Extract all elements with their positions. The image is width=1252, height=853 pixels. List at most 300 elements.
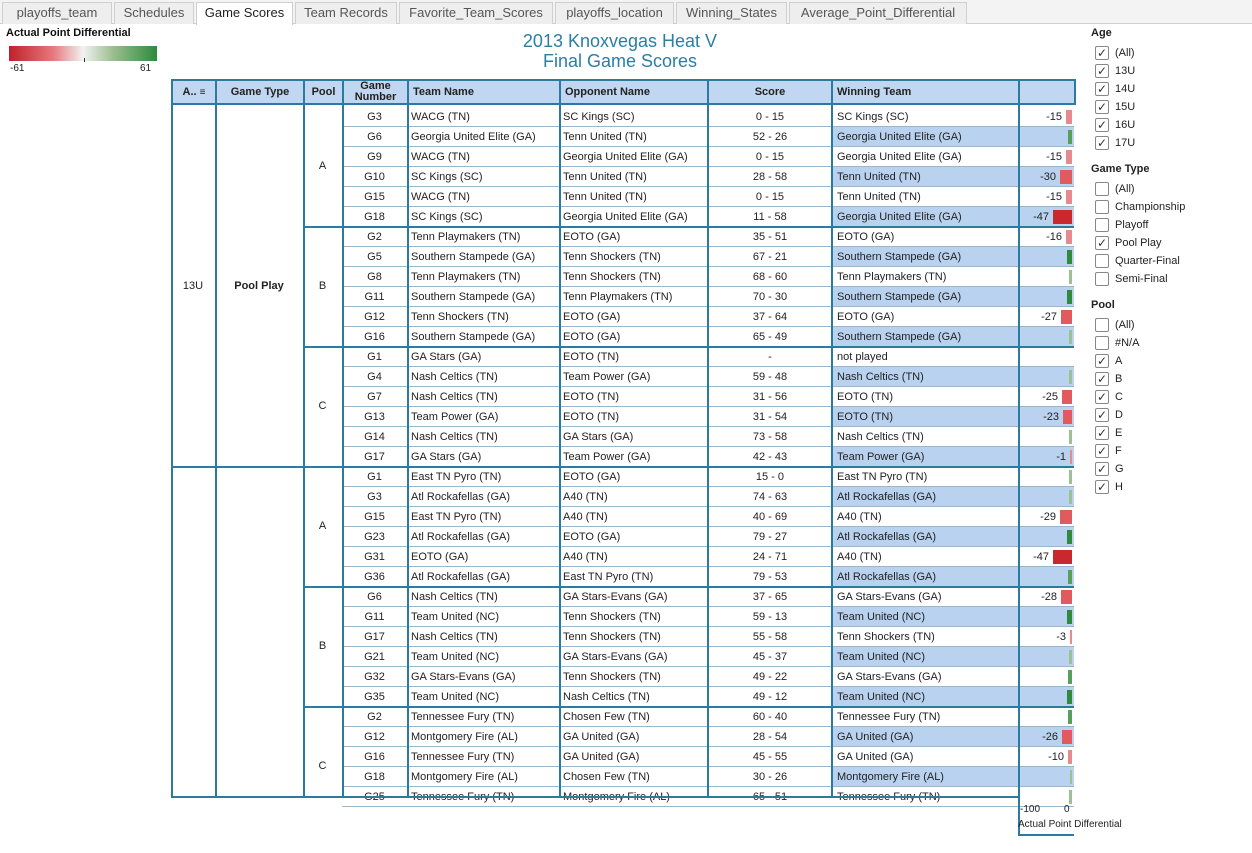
winning-team: A40 (TN) (837, 511, 882, 523)
score: 45 - 37 (752, 651, 788, 663)
team-name: Nash Celtics (TN) (411, 371, 498, 383)
point-differential-bar (1067, 290, 1072, 304)
sort-icon[interactable]: ≡ (199, 86, 206, 98)
legend-max-label: 61 (140, 63, 152, 74)
team-name: Montgomery Fire (AL) (411, 731, 518, 743)
score: 24 - 71 (752, 551, 788, 563)
point-differential-label: -30 (1040, 171, 1056, 183)
checkbox[interactable]: ✓ (1096, 390, 1108, 404)
filter-option[interactable] (1095, 443, 1122, 459)
filter-option-label: Semi-Final (1115, 273, 1168, 285)
winning-team: EOTO (TN) (833, 407, 1018, 427)
winning-team: Nash Celtics (TN) (837, 431, 924, 443)
table-bottom-border (171, 796, 1020, 798)
column-divider (559, 105, 561, 798)
filter-option[interactable] (1095, 199, 1185, 215)
point-differential-cell (1020, 727, 1074, 747)
filter-option[interactable] (1095, 425, 1122, 441)
column-divider (707, 105, 709, 798)
table-row (171, 447, 1074, 467)
opponent-name: EOTO (GA) (563, 331, 621, 343)
filter-option[interactable] (1095, 181, 1135, 197)
score: 0 - 15 (755, 151, 785, 163)
point-differential-bar (1070, 450, 1072, 464)
filter-option-label: F (1115, 445, 1122, 457)
game-number: G12 (364, 311, 385, 323)
point-differential-cell (1020, 567, 1074, 587)
score: 60 - 40 (752, 711, 788, 723)
point-differential-cell (1020, 487, 1074, 507)
winning-team: GA Stars-Evans (GA) (837, 671, 942, 683)
filter-option[interactable] (1095, 99, 1135, 115)
header-team-name[interactable]: Team Name (407, 79, 561, 105)
point-differential-cell (1020, 107, 1074, 127)
table-row (171, 187, 1074, 207)
checkbox[interactable]: ✓ (1096, 372, 1108, 386)
checkbox[interactable]: ✓ (1096, 444, 1108, 458)
checkbox[interactable]: ✓ (1096, 236, 1108, 250)
column-divider (831, 105, 833, 798)
filter-option[interactable] (1095, 217, 1148, 233)
page-title (420, 31, 820, 71)
tab-game-scores[interactable]: Game Scores (196, 2, 293, 25)
opponent-name: EOTO (GA) (563, 311, 621, 323)
bar-column-left (1018, 79, 1020, 798)
filter-option-label: Playoff (1115, 219, 1149, 231)
opponent-name: EOTO (GA) (563, 471, 621, 483)
game-number: G2 (367, 231, 382, 243)
point-differential-label: -3 (1056, 631, 1066, 643)
point-differential-bar (1068, 670, 1072, 684)
team-name: Montgomery Fire (AL) (411, 771, 518, 783)
winning-team: Southern Stampede (GA) (833, 247, 1018, 267)
game-number: G3 (367, 491, 382, 503)
filter-option-label: (All) (1115, 183, 1135, 195)
table-row (171, 667, 1074, 687)
score: 15 - 0 (755, 471, 785, 483)
opponent-name: Nash Celtics (TN) (563, 691, 650, 703)
winning-team: GA United (GA) (833, 727, 1018, 747)
filter-option[interactable] (1095, 117, 1135, 133)
point-differential-label: -10 (1048, 751, 1064, 763)
point-differential-cell (1020, 247, 1074, 267)
score: 59 - 13 (752, 611, 788, 623)
winning-team: Atl Rockafellas (GA) (833, 487, 1018, 507)
filter-option-label: A (1115, 355, 1123, 367)
header-winning-team[interactable]: Winning Team (831, 79, 1020, 105)
point-differential-bar (1067, 250, 1072, 264)
header-game-type[interactable]: Game Type (215, 79, 305, 105)
game-number: G7 (367, 391, 382, 403)
team-name: WACG (TN) (411, 151, 470, 163)
game-number: G32 (364, 671, 385, 683)
team-name: Atl Rockafellas (GA) (411, 491, 511, 503)
point-differential-bar (1068, 750, 1072, 764)
table-row (171, 467, 1074, 487)
tab-average-point-differential[interactable]: Average_Point_Differential (789, 2, 967, 24)
point-differential-bar (1069, 330, 1072, 344)
filter-option[interactable] (1095, 335, 1139, 351)
filter-option[interactable] (1095, 253, 1180, 269)
score: 42 - 43 (752, 451, 788, 463)
checkbox[interactable] (1095, 336, 1109, 350)
tab-playoffs-location[interactable]: playoffs_location (555, 2, 674, 24)
score: 59 - 48 (752, 371, 788, 383)
filter-option[interactable] (1095, 235, 1161, 251)
opponent-name: Tenn Shockers (TN) (563, 611, 661, 623)
legend-title: Actual Point Differential (6, 27, 131, 39)
winning-team: Georgia United Elite (GA) (837, 151, 962, 163)
point-differential-label: -23 (1043, 411, 1059, 423)
game-number: G5 (367, 251, 382, 263)
team-name: Tennessee Fury (TN) (411, 711, 515, 723)
game-number: G16 (364, 751, 385, 763)
opponent-name: Georgia United Elite (GA) (563, 211, 688, 223)
filter-option-label: Championship (1115, 201, 1186, 213)
point-differential-bar (1069, 270, 1072, 284)
table-row (171, 227, 1074, 247)
pool-divider (171, 466, 1074, 468)
tab-team-records[interactable]: Team Records (295, 2, 397, 24)
score: 79 - 53 (752, 571, 788, 583)
point-differential-cell (1020, 547, 1074, 567)
game-number: G1 (367, 351, 382, 363)
score: 31 - 56 (752, 391, 788, 403)
checkbox[interactable]: ✓ (1096, 46, 1108, 60)
point-differential-bar (1069, 490, 1072, 504)
header-score[interactable]: Score (707, 79, 833, 105)
winning-team: Team United (NC) (833, 647, 1018, 667)
winning-team: Atl Rockafellas (GA) (833, 527, 1018, 547)
checkbox[interactable]: ✓ (1096, 64, 1108, 78)
point-differential-label: -27 (1041, 311, 1057, 323)
checkbox[interactable] (1095, 200, 1109, 214)
filter-option[interactable] (1095, 407, 1123, 423)
filter-option-label: C (1115, 391, 1123, 403)
filter-option[interactable] (1095, 271, 1168, 287)
point-differential-bar (1068, 130, 1072, 144)
filter-option[interactable] (1095, 317, 1135, 333)
table-row (171, 107, 1074, 127)
game-number: G11 (364, 291, 385, 303)
team-name: GA Stars (GA) (411, 351, 482, 363)
checkbox[interactable] (1095, 318, 1109, 332)
filter-option-label: #N/A (1115, 337, 1140, 349)
score: 49 - 22 (752, 671, 788, 683)
point-differential-bar (1067, 690, 1072, 704)
score: 30 - 26 (752, 771, 788, 783)
score: 70 - 30 (752, 291, 788, 303)
checkbox[interactable]: ✓ (1096, 480, 1108, 494)
team-name: SC Kings (SC) (411, 171, 483, 183)
opponent-name: East TN Pyro (TN) (563, 571, 654, 583)
opponent-name: EOTO (GA) (563, 531, 621, 543)
winning-team: EOTO (GA) (837, 231, 895, 243)
filter-option[interactable] (1095, 353, 1122, 369)
table-row (171, 307, 1074, 327)
point-differential-cell (1020, 347, 1074, 367)
game-number: G15 (364, 511, 385, 523)
game-number: G8 (367, 271, 382, 283)
point-differential-bar (1070, 630, 1072, 644)
column-divider (407, 105, 409, 798)
winning-team: EOTO (GA) (837, 311, 895, 323)
table-row (171, 687, 1074, 707)
game-number: G13 (364, 411, 385, 423)
winning-team: Georgia United Elite (GA) (833, 127, 1018, 147)
score: 74 - 63 (752, 491, 788, 503)
opponent-name: Chosen Few (TN) (563, 711, 650, 723)
winning-team: East TN Pyro (TN) (837, 471, 928, 483)
filter-option[interactable] (1095, 81, 1135, 97)
winning-team: Tenn Playmakers (TN) (837, 271, 947, 283)
opponent-name: EOTO (TN) (563, 351, 620, 363)
checkbox[interactable]: ✓ (1096, 100, 1108, 114)
checkbox[interactable]: ✓ (1096, 462, 1108, 476)
table-row (171, 427, 1074, 447)
table-row (171, 607, 1074, 627)
winning-team: Montgomery Fire (AL) (833, 767, 1018, 787)
point-differential-label: -15 (1046, 191, 1062, 203)
filter-option-label: (All) (1115, 47, 1135, 59)
winning-team: Southern Stampede (GA) (833, 287, 1018, 307)
score: 73 - 58 (752, 431, 788, 443)
point-differential-label: -28 (1041, 591, 1057, 603)
pool-label: C (318, 760, 327, 772)
score: 37 - 64 (752, 311, 788, 323)
point-differential-cell (1020, 387, 1074, 407)
tab-favorite-team-scores[interactable]: Favorite_Team_Scores (399, 2, 553, 24)
checkbox[interactable] (1095, 272, 1109, 286)
point-differential-cell (1020, 127, 1074, 147)
opponent-name: GA Stars (GA) (563, 431, 634, 443)
point-differential-bar (1053, 210, 1072, 224)
table-row (171, 127, 1074, 147)
column-divider (342, 105, 344, 798)
point-differential-bar (1053, 550, 1072, 564)
score: 67 - 21 (752, 251, 788, 263)
filter-title-game-type: Game Type (1091, 163, 1150, 175)
column-divider (303, 105, 305, 798)
table-row (171, 567, 1074, 587)
point-differential-bar (1067, 530, 1072, 544)
point-differential-cell (1020, 227, 1074, 247)
winning-team: Team United (NC) (833, 687, 1018, 707)
score: 11 - 58 (753, 211, 787, 223)
game-number: G35 (364, 691, 385, 703)
game-number: G12 (364, 731, 385, 743)
opponent-name: Tenn Shockers (TN) (563, 671, 661, 683)
point-differential-cell (1020, 207, 1074, 227)
point-differential-label: -16 (1046, 231, 1062, 243)
checkbox[interactable] (1095, 218, 1109, 232)
game-number: G17 (364, 631, 385, 643)
point-differential-cell (1020, 287, 1074, 307)
game-number: G1 (367, 471, 382, 483)
winning-team: Tennessee Fury (TN) (837, 711, 941, 723)
game-number: G15 (364, 191, 385, 203)
point-differential-cell (1020, 627, 1074, 647)
point-differential-label: -1 (1056, 451, 1066, 463)
filter-option-label: 17U (1115, 137, 1136, 149)
filter-option-label: (All) (1115, 319, 1135, 331)
game-number: G21 (364, 651, 385, 663)
pool-label: A (318, 520, 327, 532)
game-number: G6 (367, 591, 382, 603)
point-differential-label: -25 (1042, 391, 1058, 403)
score: 35 - 51 (752, 231, 788, 243)
winning-team: A40 (TN) (837, 551, 882, 563)
table-row (171, 707, 1074, 727)
point-differential-cell (1020, 647, 1074, 667)
point-differential-label: -29 (1040, 511, 1056, 523)
pool-label: B (318, 280, 327, 292)
opponent-name: EOTO (TN) (563, 411, 620, 423)
checkbox[interactable] (1095, 182, 1109, 196)
filter-option[interactable] (1095, 135, 1135, 151)
score: 79 - 27 (752, 531, 788, 543)
checkbox[interactable]: ✓ (1096, 426, 1108, 440)
filter-option-label: 15U (1115, 101, 1136, 113)
point-differential-bar (1062, 390, 1072, 404)
winning-team: Southern Stampede (GA) (833, 327, 1018, 347)
header-game-number[interactable]: Game Number (342, 79, 409, 105)
point-differential-cell (1020, 467, 1074, 487)
game-number: G10 (364, 171, 385, 183)
tab-schedules[interactable]: Schedules (114, 2, 194, 24)
checkbox[interactable]: ✓ (1096, 82, 1108, 96)
winning-team: Team United (NC) (833, 607, 1018, 627)
opponent-name: GA United (GA) (563, 751, 640, 763)
checkbox[interactable]: ✓ (1096, 408, 1108, 422)
tab-winning-states[interactable]: Winning_States (676, 2, 787, 24)
team-name: Team United (NC) (411, 611, 500, 623)
opponent-name: Chosen Few (TN) (563, 771, 650, 783)
opponent-name: EOTO (TN) (563, 391, 620, 403)
filter-option[interactable] (1095, 461, 1124, 477)
pool-divider (303, 346, 1074, 348)
filter-option-label: Quarter-Final (1115, 255, 1180, 267)
opponent-name: GA Stars-Evans (GA) (563, 651, 668, 663)
point-differential-cell (1020, 367, 1074, 387)
game-number: G9 (367, 151, 382, 163)
checkbox[interactable] (1095, 254, 1109, 268)
team-name: EOTO (GA) (411, 551, 469, 563)
legend-color-ramp (9, 46, 157, 61)
game-number: G4 (367, 371, 382, 383)
score: 40 - 69 (752, 511, 788, 523)
score: - (768, 351, 772, 363)
checkbox[interactable]: ✓ (1096, 354, 1108, 368)
point-differential-bar (1060, 170, 1072, 184)
tab-bar (0, 0, 1252, 24)
point-differential-bar (1069, 470, 1072, 484)
opponent-name: Georgia United Elite (GA) (563, 151, 688, 163)
filter-option[interactable] (1095, 389, 1123, 405)
score: 49 - 12 (752, 691, 788, 703)
header-pool[interactable]: Pool (303, 79, 344, 105)
winning-team: Nash Celtics (TN) (833, 367, 1018, 387)
opponent-name: Tenn Shockers (TN) (563, 251, 661, 263)
team-name: Team United (NC) (411, 691, 500, 703)
game-number: G11 (364, 611, 385, 623)
point-differential-cell (1020, 527, 1074, 547)
opponent-name: A40 (TN) (563, 491, 608, 503)
winning-team: Tenn Shockers (TN) (837, 631, 935, 643)
point-differential-cell (1020, 707, 1074, 727)
point-differential-cell (1020, 267, 1074, 287)
point-differential-label: -47 (1033, 211, 1049, 223)
point-differential-bar (1060, 510, 1072, 524)
pool-divider (303, 706, 1074, 708)
winning-team: EOTO (TN) (837, 391, 894, 403)
winning-team: not played (837, 351, 888, 363)
team-name: Southern Stampede (GA) (411, 291, 536, 303)
point-differential-bar (1069, 430, 1072, 444)
filter-option-label: E (1115, 427, 1123, 439)
team-name: Southern Stampede (GA) (411, 251, 536, 263)
point-differential-bar (1066, 230, 1072, 244)
point-differential-cell (1020, 147, 1074, 167)
game-number: G18 (364, 211, 385, 223)
winning-team: Team Power (GA) (833, 447, 1018, 467)
opponent-name: GA United (GA) (563, 731, 640, 743)
team-name: Tennessee Fury (TN) (411, 751, 515, 763)
filter-option-label: Pool Play (1115, 237, 1162, 249)
filter-option[interactable] (1095, 371, 1122, 387)
team-name: SC Kings (SC) (411, 211, 483, 223)
table-row (171, 547, 1074, 567)
team-name: Tenn Playmakers (TN) (411, 271, 521, 283)
team-name: Tenn Shockers (TN) (411, 311, 509, 323)
header-opponent-name[interactable]: Opponent Name (559, 79, 709, 105)
point-differential-bar (1062, 730, 1072, 744)
filter-option-label: G (1115, 463, 1124, 475)
score: 0 - 15 (755, 111, 785, 123)
opponent-name: Tenn Shockers (TN) (563, 271, 661, 283)
pool-divider (303, 586, 1074, 588)
pool-label: C (318, 400, 327, 412)
opponent-name: Tenn United (TN) (563, 131, 647, 143)
opponent-name: SC Kings (SC) (563, 111, 635, 123)
row-divider (342, 806, 1074, 807)
point-differential-label: -15 (1046, 151, 1062, 163)
filter-option-label: B (1115, 373, 1123, 385)
winning-team: Tenn United (TN) (837, 191, 921, 203)
filter-option[interactable] (1095, 479, 1123, 495)
score: 31 - 54 (752, 411, 788, 423)
point-differential-cell (1020, 447, 1074, 467)
checkbox[interactable]: ✓ (1096, 118, 1108, 132)
filter-option[interactable] (1095, 45, 1135, 61)
point-differential-bar (1066, 110, 1072, 124)
filter-option[interactable] (1095, 63, 1135, 79)
team-name: Team Power (GA) (411, 411, 499, 423)
point-differential-cell (1020, 587, 1074, 607)
legend-min-label: -61 (10, 63, 25, 74)
point-differential-bar (1069, 370, 1072, 384)
opponent-name: GA Stars-Evans (GA) (563, 591, 668, 603)
game-scores-table (171, 79, 1074, 798)
filter-option-label: 13U (1115, 65, 1136, 77)
checkbox[interactable]: ✓ (1096, 136, 1108, 150)
pool-label: B (318, 640, 327, 652)
filter-option-label: H (1115, 481, 1123, 493)
tab-playoffs-team[interactable]: playoffs_team (2, 2, 112, 24)
opponent-name: A40 (TN) (563, 551, 608, 563)
point-differential-label: -15 (1046, 111, 1062, 123)
header-age[interactable]: A.. ≡ (171, 79, 217, 105)
